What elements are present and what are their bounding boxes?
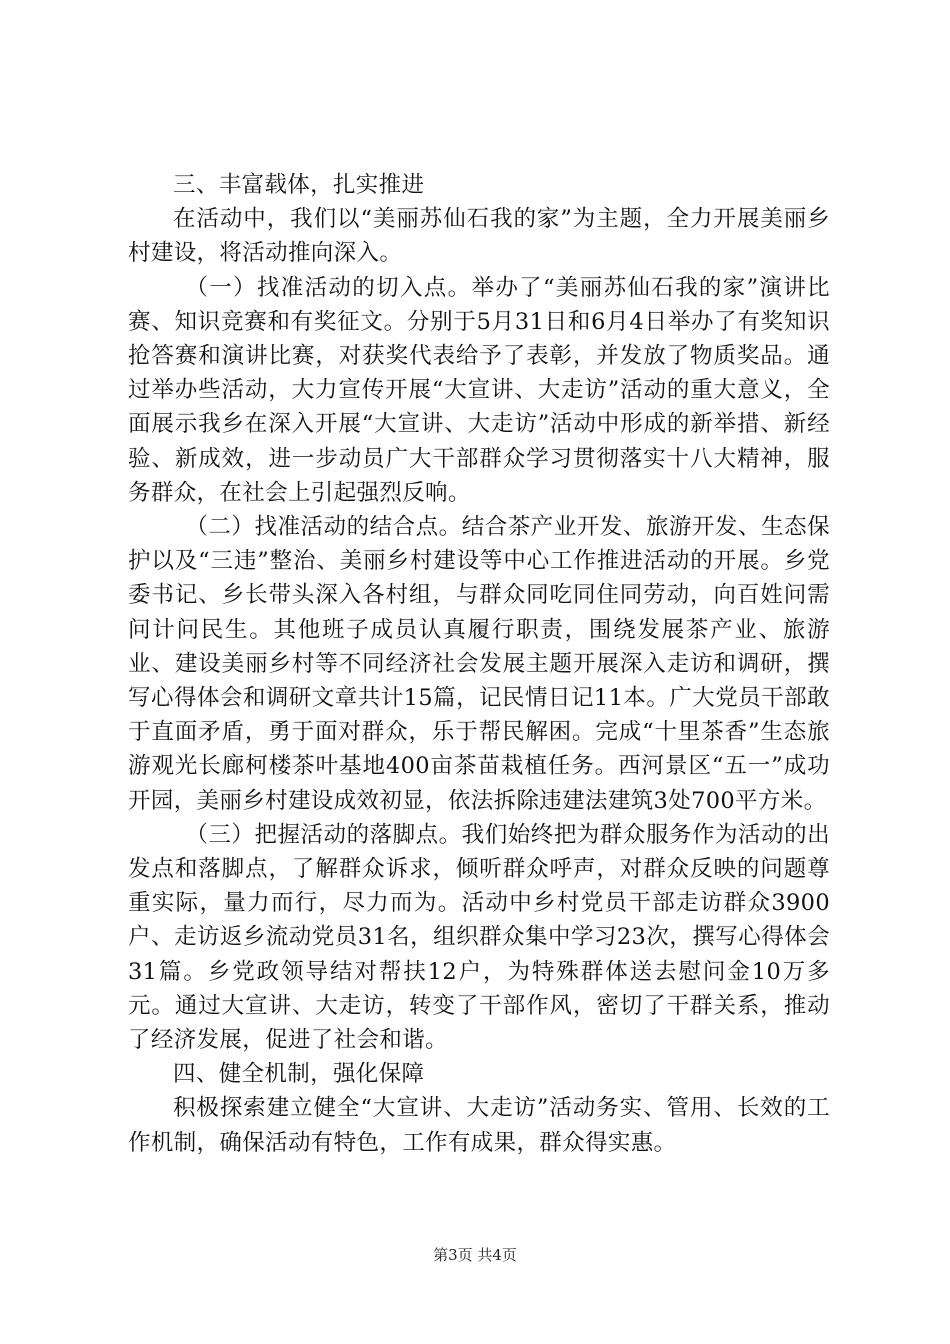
paragraph-point-2: （二）找准活动的结合点。结合茶产业开发、旅游开发、生态保护以及“三违”整治、美丽乡村建设等中心工作推进活动的开展。乡党委书记、乡长带头深入各村组，与群众同吃同住同劳动，向百姓问需问计问民生。其他班子成员认真履行职责，围绕发展茶产业、旅游业、建设美丽乡村等不同经济社会发展主题开展深入走访和调研，撰写心得体会和调研文章共计15篇，记民情日记11本。广大党员干部敢于直面矛盾，勇于面对群众，乐于帮民解困。完成“十里茶香”生态旅游观光长廊柯楼茶叶基地400亩茶苗栽植任务。西河景区“五一”成功开园，美丽乡村建设成效初显，依法拆除违建法建筑3处700平方米。	[128, 514, 830, 814]
section-heading-4: 四、健全机制，强化保障	[173, 1061, 425, 1088]
section-heading-3: 三、丰富载体，扎实推进	[173, 172, 425, 198]
paragraph-intro: 在活动中，我们以“美丽苏仙石我的家”为主题，全力开展美丽乡村建设，将活动推向深入。	[128, 206, 830, 267]
paragraph-point-3: （三）把握活动的落脚点。我们始终把为群众服务作为活动的出发点和落脚点，了解群众诉求，倾听群众呼声，对群众反映的问题尊重实际，量力而行，尽力而为。活动中乡村党员干部走访群众3900户、走访返乡流动党员31名，组织群众集中学习23次，撰写心得体会31篇。乡党政领导结对帮扶12户，为特殊群体送去慰问金10万多元。通过大宣讲、大走访，转变了干部作风，密切了干群关系，推动了经济发展，促进了社会和谐。	[128, 821, 830, 1054]
document-body	[128, 168, 830, 1160]
paragraph-mechanism: 积极探索建立健全“大宣讲、大走访”活动务实、管用、长效的工作机制，确保活动有特色，工作有成果，群众得实惠。	[128, 1095, 830, 1156]
page-number-label: 第3页 共4页	[433, 1246, 517, 1264]
page-footer	[0, 1244, 950, 1265]
paragraph-point-1: （一）找准活动的切入点。举办了“美丽苏仙石我的家”演讲比赛、知识竞赛和有奖征文。分别于5月31日和6月4日举办了有奖知识抢答赛和演讲比赛，对获奖代表给予了表彰，并发放了物质奖品。通过举办些活动，大力宣传开展“大宣讲、大走访”活动的重大意义，全面展示我乡在深入开展“大宣讲、大走访”活动中形成的新举措、新经验、新成效，进一步动员广大干部群众学习贯彻落实十八大精神，服务群众，在社会上引起强烈反响。	[128, 274, 830, 506]
